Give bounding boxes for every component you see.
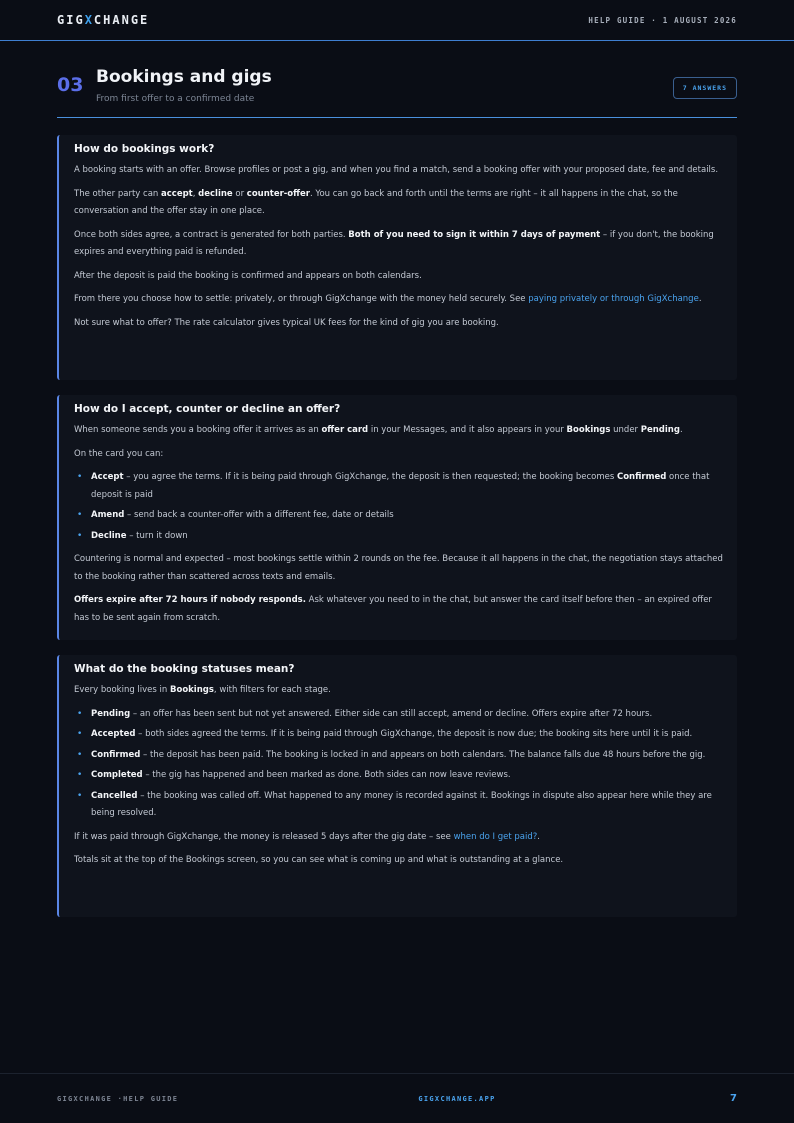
faq-paragraph: Not sure what to offer? The rate calculator gives typical UK fees for the kind of gig you are booking. — [74, 317, 499, 328]
faq-paragraph: On the card you can: — [74, 448, 164, 459]
faq-question: What do the booking statuses mean? — [74, 663, 295, 675]
faq-card-booking-statuses — [57, 655, 737, 917]
faq-paragraph: If it was paid through GigXchange, the money is released 5 days after the gig date – see when do I get paid?. — [74, 831, 540, 842]
booking-status-list — [74, 706, 723, 823]
faq-paragraph: When someone sends you a booking offer it arrives as an offer card in your Messages, and it also appears in your Bookings under Pending. — [74, 425, 683, 435]
faq-card-how-bookings-work — [57, 135, 737, 380]
answers-badge: 7 ANSWERS — [673, 77, 737, 99]
faq-paragraph: A booking starts with an offer. Browse profiles or post a gig, and when you find a match, send a booking offer with your proposed date, fee and details. — [74, 165, 719, 175]
list-item: • Cancelled – the booking was called off. What happened to any money is recorded against it. Bookings in dispute also appear here while they are being resolved. — [74, 788, 723, 823]
list-item: • Completed – the gig has happened and been marked as done. Both sides can now leave reviews. — [74, 767, 723, 785]
footer-title: GIGXCHANGE ·HELP GUIDE — [57, 1094, 179, 1103]
offer-actions-list — [74, 469, 723, 545]
link-when-do-i-get-paid[interactable]: when do I get paid? — [453, 831, 538, 842]
faq-paragraph: Every booking lives in Bookings, with filters for each stage. — [74, 685, 331, 695]
faq-paragraph: Countering is normal and expected – most bookings settle within 2 rounds on the fee. Because it all happens in the chat, the negotiation stays attached to the booking rather than scattered across texts and emails. — [74, 554, 723, 582]
section-subtitle: From first offer to a confirmed date — [96, 94, 255, 104]
faq-question: How do I accept, counter or decline an offer? — [74, 403, 341, 415]
faq-question: How do bookings work? — [74, 143, 215, 155]
section-header — [57, 64, 737, 118]
faq-paragraph: From there you choose how to settle: privately, or through GigXchange with the money held securely. See paying privately or through GigXchange. — [74, 294, 702, 304]
page-number: 7 — [730, 1093, 737, 1104]
list-item: • Decline – turn it down — [74, 528, 723, 546]
footer — [0, 1073, 794, 1123]
top-header — [0, 0, 794, 41]
list-item: • Accepted – both sides agreed the terms. If it is being paid through GigXchange, the deposit is now due; the booking sits here until it is paid. — [74, 726, 723, 744]
logo[interactable]: GIGXCHANGE — [57, 13, 150, 27]
list-item: • Confirmed – the deposit has been paid. The booking is locked in and appears on both calendars. The balance falls due 48 hours before the gig. — [74, 747, 723, 765]
section-title: Bookings and gigs — [96, 67, 272, 87]
list-item: • Pending – an offer has been sent but not yet answered. Either side can still accept, amend or decline. Offers expire after 72 hours. — [74, 706, 723, 724]
link-paying-privately[interactable]: paying privately or through GigXchange — [528, 294, 699, 304]
faq-paragraph: Offers expire after 72 hours if nobody responds. Ask whatever you need to in the chat, but answer the card itself before then – an expired offer has to be sent again from scratch. — [74, 595, 712, 623]
faq-paragraph: Totals sit at the top of the Bookings screen, so you can see what is coming up and what is outstanding at a glance. — [74, 855, 564, 865]
list-item: • Accept – you agree the terms. If it is being paid through GigXchange, the deposit is then requested; the booking becomes Confirmed once that deposit is paid — [74, 469, 723, 504]
faq-card-accept-counter-decline — [57, 395, 737, 640]
faq-paragraph: After the deposit is paid the booking is confirmed and appears on both calendars. — [74, 270, 422, 281]
faq-paragraph: Once both sides agree, a contract is generated for both parties. Both of you need to sign it within 7 days of payment – if you don't, the booking expires and everything paid is refunded. — [74, 229, 714, 257]
header-meta: HELP GUIDE · 1 AUGUST 2026 — [588, 15, 737, 25]
footer-site-link[interactable]: GIGXCHANGE.APP — [418, 1094, 496, 1103]
faq-paragraph: The other party can accept, decline or counter-offer. You can go back and forth until the terms are right – it all happens in the chat, so the conversation and the offer stay in one place. — [74, 188, 678, 216]
list-item: • Amend – send back a counter-offer with a different fee, date or details — [74, 507, 723, 525]
section-number: 03 — [57, 74, 84, 96]
